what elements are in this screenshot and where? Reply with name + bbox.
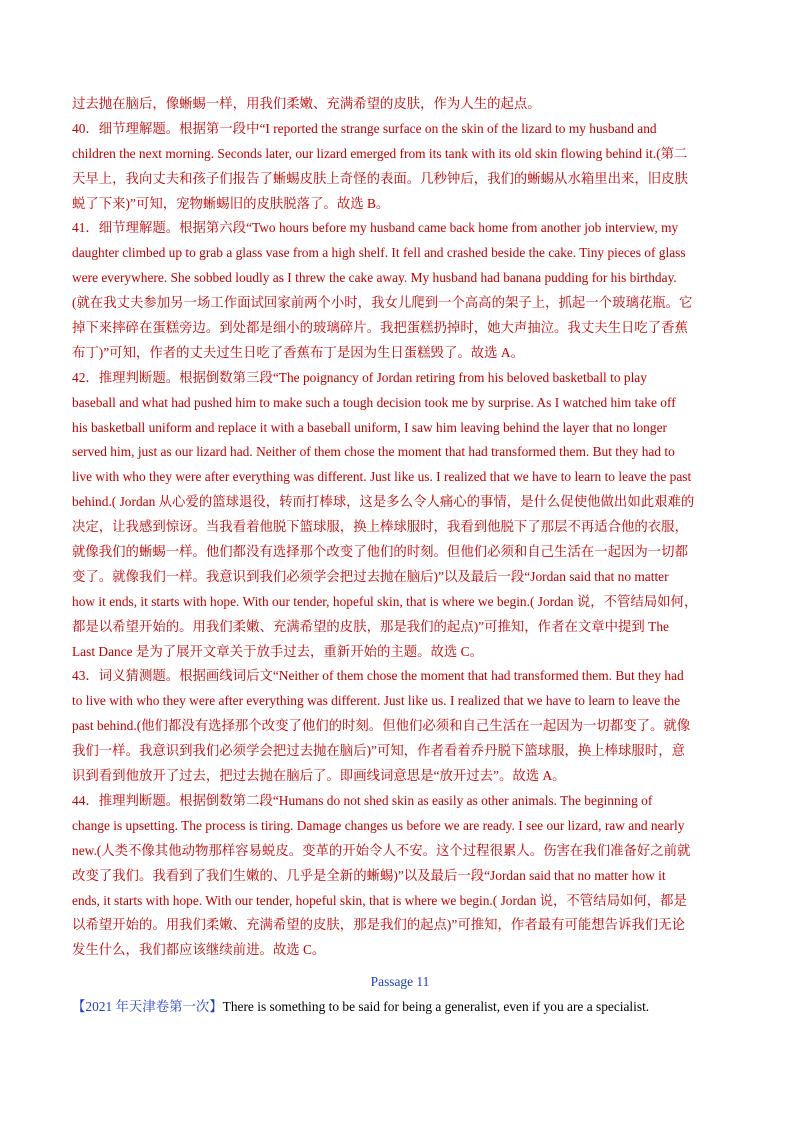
text-line: 44．推理判断题。根据倒数第二段“Humans do not shed skin as easily as other animals. The beginning of (72, 792, 653, 808)
text-line: how it ends, it starts with hope. With our tender, hopeful skin, that is where we begin.( Jordan 说，不管结局如何， (72, 593, 698, 609)
text-line: 40．细节理解题。根据第一段中“I reported the strange surface on the skin of the lizard to my husband and (72, 120, 657, 136)
text-line: 就像我们的蜥蜴一样。他们都没有选择那个改变了他们的时刻。但他们必须和自己生活在一起因为一切都 (72, 544, 688, 560)
answer-explanations (72, 92, 728, 963)
text-line: behind.( Jordan 从心爱的篮球退役，转而打棒球，这是多么令人痛心的事情，是什么促使他做出如此艰难的 (72, 494, 695, 510)
source-tag: 【2021 年天津卷第一次】 (72, 999, 223, 1014)
text-line: served him, just as our lizard had. Neither of them chose the moment that had transformed them. But they had to (72, 444, 675, 460)
passage-first-sentence: There is something to be said for being a generalist, even if you are a specialist. (222, 999, 650, 1014)
passage-intro-line (72, 995, 728, 1020)
text-line: 我们一样。我意识到我们必须学会把过去抛在脑后)”可知，作者看着乔丹脱下篮球服，换上棒球服时，意 (72, 743, 685, 759)
text-line: 改变了我们。我看到了我们生嫩的、几乎是全新的蜥蜴)”以及最后一段“Jordan said that no matter how it (72, 867, 666, 883)
text-line: to live with who they were after everything was different. Just like us. I realized that we have to learn to leave the (72, 693, 681, 709)
text-line: children the next morning. Seconds later, our lizard emerged from its tank with its old skin flowing behind it.(第二 (72, 145, 688, 161)
text-line: 过去抛在脑后，像蜥蜴一样，用我们柔嫩、充满希望的皮肤，作为人生的起点。 (72, 96, 541, 111)
text-line: (就在我丈夫参加另一场工作面试回家前两个小时，我女儿爬到一个高高的架子上，抓起一个玻璃花瓶。它 (72, 295, 693, 311)
text-line: change is upsetting. The process is tiring. Damage changes us before we are ready. I see our lizard, raw and nearly (72, 817, 685, 833)
text-line: 43．词义猜测题。根据画线词后文“Neither of them chose the moment that had transformed them. But they had (72, 668, 684, 684)
text-line: 41．细节理解题。根据第六段“Two hours before my husband came back home from another job interview, my (72, 220, 679, 236)
text-line: 变了。就像我们一样。我意识到我们必须学会把过去抛在脑后)”以及最后一段“Jordan said that no matter (72, 568, 669, 584)
text-line: 布丁)”可知，作者的丈夫过生日吃了香蕉布丁是因为生日蛋糕毁了。故选 A。 (72, 344, 524, 360)
text-line: 都是以希望开始的。用我们柔嫩、充满希望的皮肤，那是我们的起点)”可推知，作者在文章中提到 The (72, 618, 669, 634)
text-line: live with who they were after everything was different. Just like us. I realized that we have to learn to leave the past (72, 469, 692, 485)
text-line: 识到看到他放开了过去，把过去抛在脑后了。即画线词意思是“放开过去”。故选 A。 (72, 768, 566, 784)
text-line: 发生什么，我们都应该继续前进。故选 C。 (72, 942, 326, 958)
text-line: his basketball uniform and replace it with a baseball uniform, I saw him leaving behind the layer that no longer (72, 419, 667, 435)
text-line: 掉下来摔碎在蛋糕旁边。到处都是细小的玻璃碎片。我把蛋糕扔掉时，她大声抽泣。我丈夫生日吃了香蕉 (72, 320, 688, 336)
text-line: 以希望开始的。用我们柔嫩、充满希望的皮肤，那是我们的起点)”可推知，作者最有可能想告诉我们无论 (72, 917, 685, 933)
text-line: baseball and what had pushed him to make such a tough decision took me by surprise. As I watched him take off (72, 394, 676, 410)
text-line: 天早上，我向丈夫和孩子们报告了蜥蜴皮肤上奇怪的表面。几秒钟后，我们的蜥蜴从水箱里出来，旧皮肤 (72, 170, 688, 186)
text-line: were everywhere. She sobbed loudly as I threw the cake away. My husband had banana pudding for his birthday. (72, 270, 677, 286)
text-line: daughter climbed up to grab a glass vase from a high shelf. It fell and crashed beside the cake. Tiny pieces of glass (72, 245, 686, 261)
passage-heading: Passage 11 (370, 974, 430, 989)
text-line: ends, it starts with hope. With our tender, hopeful skin, that is where we begin.( Jordan 说，不管结局如何，都是 (72, 892, 687, 908)
text-line: 决定，让我感到惊讶。当我看着他脱下篮球服，换上棒球服时，我看到他脱下了那层不再适合他的衣服， (72, 519, 688, 535)
text-line: 42．推理判断题。根据倒数第三段“The poignancy of Jordan retiring from his beloved basketball to play (72, 369, 647, 385)
text-line: new.(人类不像其他动物那样容易蜕皮。变革的开始令人不安。这个过程很累人。伤害在我们准备好之前就 (72, 842, 691, 858)
text-line: 蜕了下来)”可知，宠物蜥蜴旧的皮肤脱落了。故选 B。 (72, 195, 390, 211)
text-line: Last Dance 是为了展开文章关于放手过去，重新开始的主题。故选 C。 (72, 643, 483, 659)
text-line: past behind.(他们都没有选择那个改变了他们的时刻。但他们必须和自己生活在一起因为一切都变了。就像 (72, 718, 691, 734)
